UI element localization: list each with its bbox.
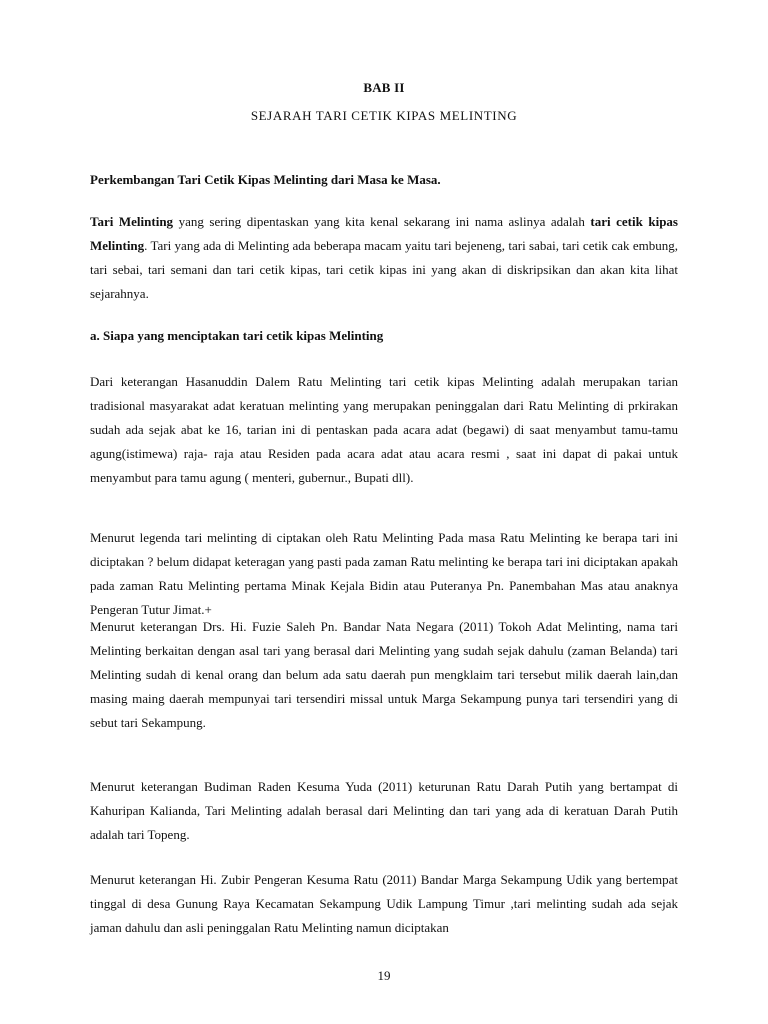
paragraph-2 [90,526,678,622]
intro-paragraph [90,210,678,306]
intro-bold-name: tari cetik kipas Melinting [90,214,678,253]
chapter-title: SEJARAH TARI CETIK KIPAS MELINTING [250,108,518,123]
page-number: 19 [377,968,391,983]
chapter-label: BAB II [363,80,405,95]
intro-text: yang sering dipentaskan yang kita kenal sekarang ini nama aslinya adalah [173,214,591,229]
paragraph-text: Dari keterangan Hasanuddin Dalem Ratu Melinting tari cetik kipas Melinting adalah merupakan tarian tradisional masyarakat adat keratuan melinting yang merupakan peninggalan dari Ratu Melinting di prkirakan sudah ada sejak abat ke 16, tarian ini di pentaskan pada acara adat (begawi) di saat menyambut tamu-tamu agung(istimewa) raja- raja atau Residen pada acara adat atau acara resmi , saat ini dapat di pakai untuk menyambut para tamu agung ( menteri, gubernur., Bupati dll). [90,374,678,485]
section-heading: Perkembangan Tari Cetik Kipas Melinting dari Masa ke Masa. [90,172,441,187]
paragraph-text: Menurut keterangan Hi. Zubir Pengeran Kesuma Ratu (2011) Bandar Marga Sekampung Udik yang bertempat tinggal di desa Gunung Raya Kecamatan Sekampung Udik Lampung Timur ,tari melinting sudah ada sejak jaman dahulu dan asli peninggalan Ratu Melinting namun diciptakan [90,872,678,935]
paragraph-text: Menurut keterangan Drs. Hi. Fuzie Saleh Pn. Bandar Nata Negara (2011) Tokoh Adat Melinting, nama tari Melinting berkaitan dengan asal tari yang berasal dari Melinting yang sudah sejak dahulu (zaman Belanda) tari Melinting sudah di kenal orang dan belum ada satu daerah pun mengklaim tari tersebut milik daerah lain,dan masing maing daerah mempunyai tari tersendiri missal untuk Marga Sekampung punya tari tersendiri yang di sebut tari Sekampung. [90,619,678,730]
paragraph-text: Menurut legenda tari melinting di ciptakan oleh Ratu Melinting Pada masa Ratu Melinting ke berapa tari ini diciptakan ? belum didapat keteragan yang pasti pada zaman Ratu melinting ke berapa tari ini diciptakan apakah pada zaman Ratu Melinting pertama Minak Kejala Bidin atau Puteranya Pn. Panembahan Mas atau anaknya Pengeran Tutur Jimat.+ [90,530,678,617]
intro-bold-term: Tari Melinting [90,214,174,229]
paragraph-1 [90,370,678,490]
paragraph-5 [90,868,678,940]
subheading: a. Siapa yang menciptakan tari cetik kipas Melinting [90,328,384,343]
paragraph-text: Menurut keterangan Budiman Raden Kesuma Yuda (2011) keturunan Ratu Darah Putih yang bertampat di Kahuripan Kalianda, Tari Melinting adalah berasal dari Melinting dan tari yang ada di keratuan Darah Putih adalah tari Topeng. [90,779,678,842]
intro-text-2: . Tari yang ada di Melinting ada beberapa macam yaitu tari bejeneng, tari sabai, tari cetik cak embung, tari sebai, tari semani dan tari cetik kipas, tari cetik kipas ini yang akan di diskripsikan dan akan kita lihat sejarahnya. [90,238,678,301]
paragraph-4 [90,775,678,847]
paragraph-3 [90,615,678,735]
